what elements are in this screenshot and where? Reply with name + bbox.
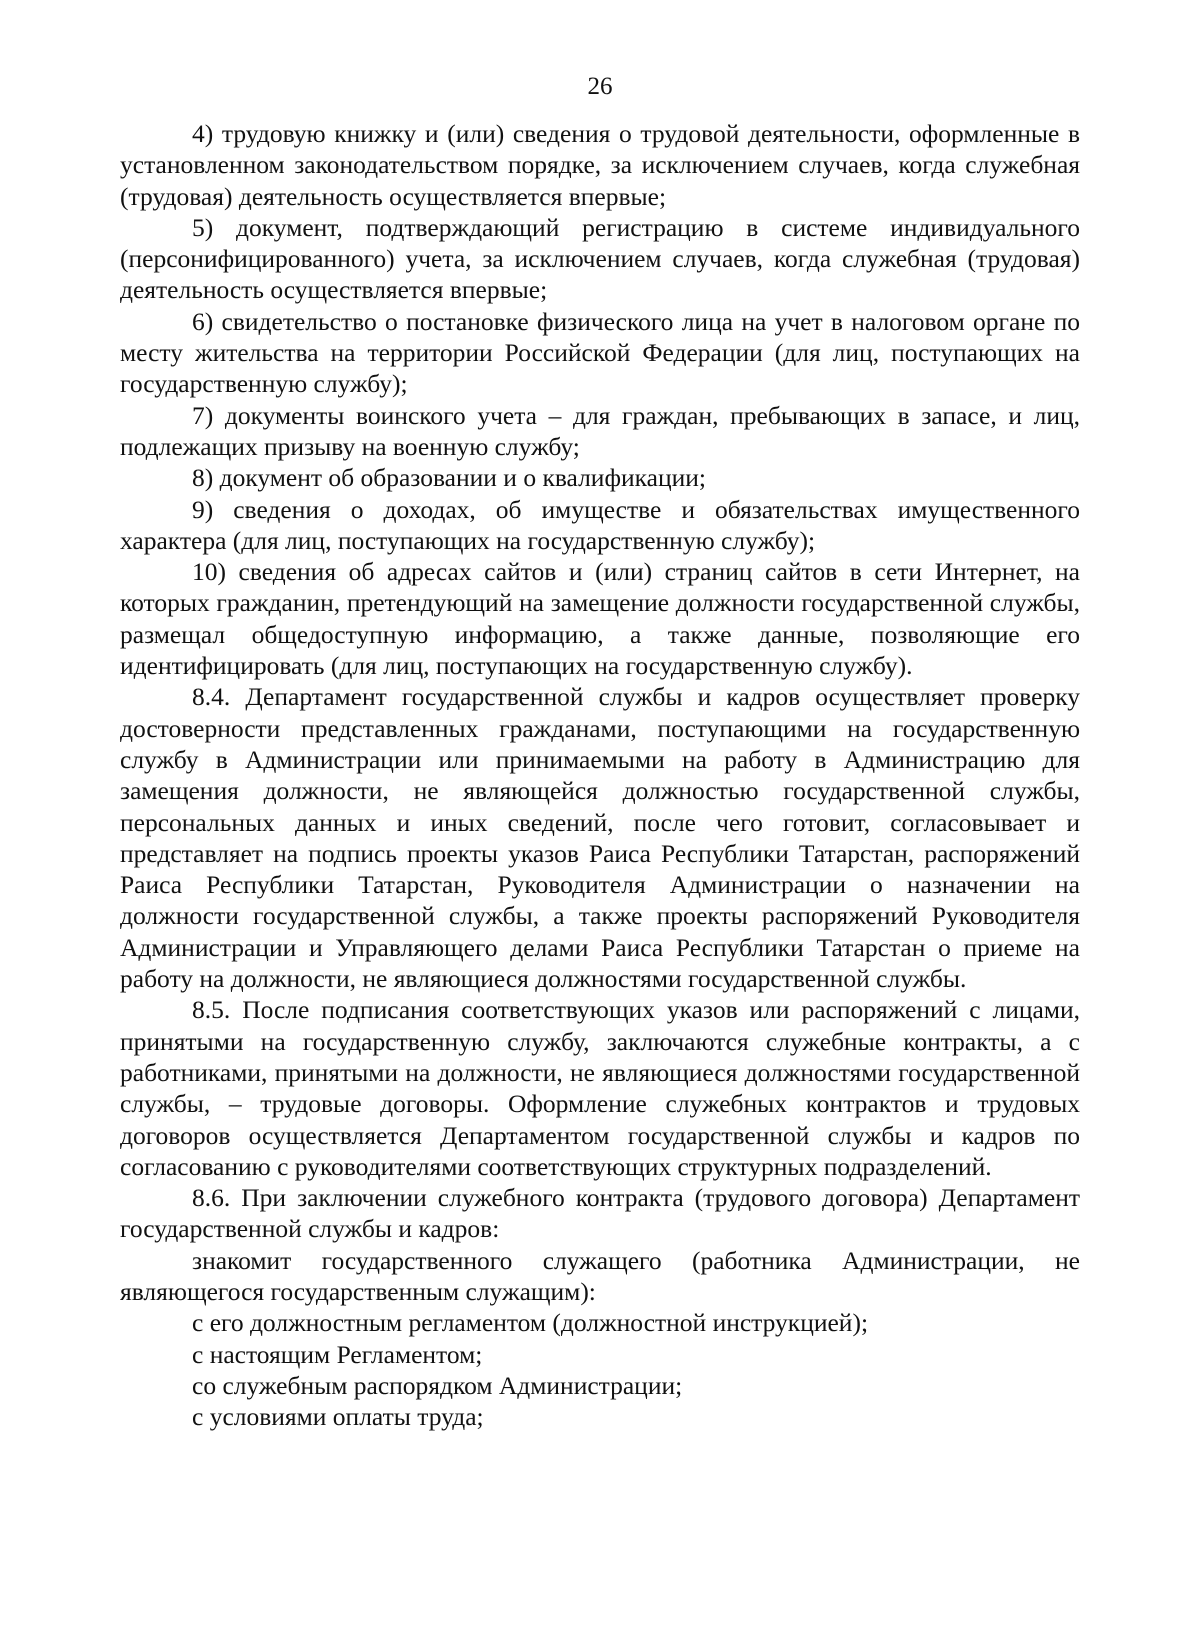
document-body: [120, 118, 1080, 1432]
list-item-10: 10) сведения об адресах сайтов и (или) страниц сайтов в сети Интернет, на которых гражданин, претендующий на замещение должности государственной службы, размещал общедоступную информацию, а также данные, позволяющие его идентифицировать (для лиц, поступающих на государственную службу).: [120, 557, 1080, 681]
section-8-6: 8.6. При заключении служебного контракта (трудового договора) Департамент государственной службы и кадров:: [120, 1183, 1080, 1244]
section-8-4: 8.4. Департамент государственной службы и кадров осуществляет проверку достоверности представленных гражданами, поступающими на государственную службу в Администрации или принимаемыми на работу в Администрацию для замещения должности, не являющейся должностью государственной службы, персональных данных и иных сведений, после чего готовит, согласовывает и представляет на подпись проекты указов Раиса Республики Татарстан, распоряжений Раиса Республики Татарстан, Руководителя Администрации о назначении на должности государственной службы, а также проекты распоряжений Руководителя Администрации и Управляющего делами Раиса Республики Татарстан о приеме на работу на должности, не являющиеся должностями государственной службы.: [120, 682, 1080, 994]
list-item-7: 7) документы воинского учета – для граждан, пребывающих в запасе, и лиц, подлежащих призыву на военную службу;: [120, 400, 1080, 461]
list-item-5: 5) документ, подтверждающий регистрацию в системе индивидуального (персонифицированного) учета, за исключением случаев, когда служебная (трудовая) деятельность осуществляется впервые;: [120, 212, 1080, 305]
acquaints-clause: знакомит государственного служащего (работника Администрации, не являющегося государственным служащим):: [120, 1245, 1080, 1306]
list-item-9: 9) сведения о доходах, об имуществе и обязательствах имущественного характера (для лиц, поступающих на государственную службу);: [120, 494, 1080, 555]
list-item-4: 4) трудовую книжку и (или) сведения о трудовой деятельности, оформленные в установленном законодательством порядке, за исключением случаев, когда служебная (трудовая) деятельность осуществляется впервые;: [120, 119, 1080, 211]
page-number: 26: [587, 73, 613, 100]
list-item-8: 8) документ об образовании и о квалификации;: [192, 463, 706, 493]
acquaint-item-regulation: с его должностным регламентом (должностной инструкцией);: [192, 1308, 869, 1338]
acquaint-item-reglament: с настоящим Регламентом;: [192, 1339, 483, 1369]
section-8-5: 8.5. После подписания соответствующих указов или распоряжений с лицами, принятыми на государственную службу, заключаются служебные контракты, а с работниками, принятыми на должности, не являющиеся должностями государственной службы, – трудовые договоры. Оформление служебных контрактов и трудовых договоров осуществляется Департаментом государственной службы и кадров по согласованию с руководителями соответствующих структурных подразделений.: [120, 995, 1080, 1181]
acquaint-item-pay: с условиями оплаты труда;: [192, 1402, 484, 1432]
acquaint-item-schedule: со служебным распорядком Администрации;: [192, 1370, 683, 1400]
list-item-6: 6) свидетельство о постановке физического лица на учет в налоговом органе по месту жительства на территории Российской Федерации (для лиц, поступающих на государственную службу);: [120, 306, 1080, 399]
